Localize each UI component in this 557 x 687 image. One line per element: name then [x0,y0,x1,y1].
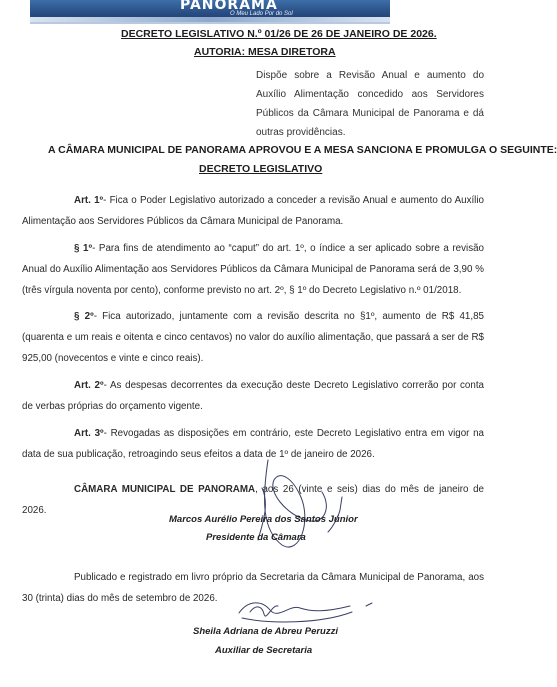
article-1-label: Art. 1º [74,195,104,206]
signer-name: Marcos Aurélio Pereira dos Santos Júnior [169,514,358,525]
paragraph-2 [22,306,484,369]
article-1 [22,190,484,232]
paragraph-2-label: § 2º [74,311,94,322]
paragraph-1-label: § 1º [74,243,93,254]
publication-note [22,567,484,609]
article-2 [22,375,484,417]
closing-place-text: , aos 26 (vinte e seis) dias do mês de janeiro de 2026. [22,484,484,516]
banner-slogan: O Meu Lado Por do Sol [230,11,293,17]
article-2-text: - As despesas decorrentes da execução deste Decreto Legislativo correrão por conta de verbas próprias do orçamento vigente. [22,380,484,412]
decree-title: DECRETO LEGISLATIVO N.º 01/26 DE 26 DE JANEIRO DE 2026. [121,28,437,40]
decree-ementa: Dispõe sobre a Revisão Anual e aumento do Auxílio Alimentação concedido aos Servidores Públicos da Câmara Municipal de Panorama e dá outras providências. [256,70,484,138]
secretary-role: Auxiliar de Secretaria [215,645,313,656]
article-3 [22,423,484,465]
decree-intro: A CÂMARA MUNICIPAL DE PANORAMA APROVOU E A MESA SANCIONA E PROMULGA O SEGUINTE: [48,144,557,156]
decree-subhead: DECRETO LEGISLATIVO [199,163,323,175]
signer-role: Presidente da Câmara [206,532,306,543]
paragraph-1-text: - Para fins de atendimento ao “caput” do art. 1º, o índice a ser aplicado sobre a revisão Anual do Auxílio Alimentação aos Servidores Públicos da Câmara Municipal de Panorama será de 3,90 % (três vírgula noventa por cento), conforme previsto no art. 2º, § 1º do Decreto Legislativo n.º 01/2018. [22,243,484,296]
closing-place-label: CÂMARA MUNICIPAL DE PANORAMA [74,484,256,495]
decree-author: AUTORIA: MESA DIRETORA [194,46,336,58]
article-2-label: Art. 2º [74,380,104,391]
banner-name: PANORAMA [180,0,278,13]
publication-text: Publicado e registrado em livro próprio da Secretaria da Câmara Municipal de Panorama, aos 30 (trinta) dias do mês de setembro de 2026. [22,572,484,604]
paragraph-2-text: - Fica autorizado, juntamente com a revisão descrita no §1º, aumento de R$ 41,85 (quarenta e um reais e oitenta e cinco centavos) no valor do auxílio alimentação, que passará a ser de R$ 925,00 (novecentos e vinte e cinco reais). [22,311,484,364]
banner-stripe [30,17,390,22]
paragraph-1 [22,238,484,301]
article-3-text: - Revogadas as disposições em contrário, este Decreto Legislativo entra em vigor na data de sua publicação, retroagindo seus efeitos a data de 1º de janeiro de 2026. [22,428,485,460]
article-1-text: - Fica o Poder Legislativo autorizado a conceder a revisão Anual e aumento do Auxílio Alimentação aos Servidores Públicos da Câmara Municipal de Panorama. [22,195,484,227]
header-banner [30,0,390,24]
article-3-label: Art. 3º [74,428,104,439]
secretary-name: Sheila Adriana de Abreu Peruzzi [193,626,339,637]
